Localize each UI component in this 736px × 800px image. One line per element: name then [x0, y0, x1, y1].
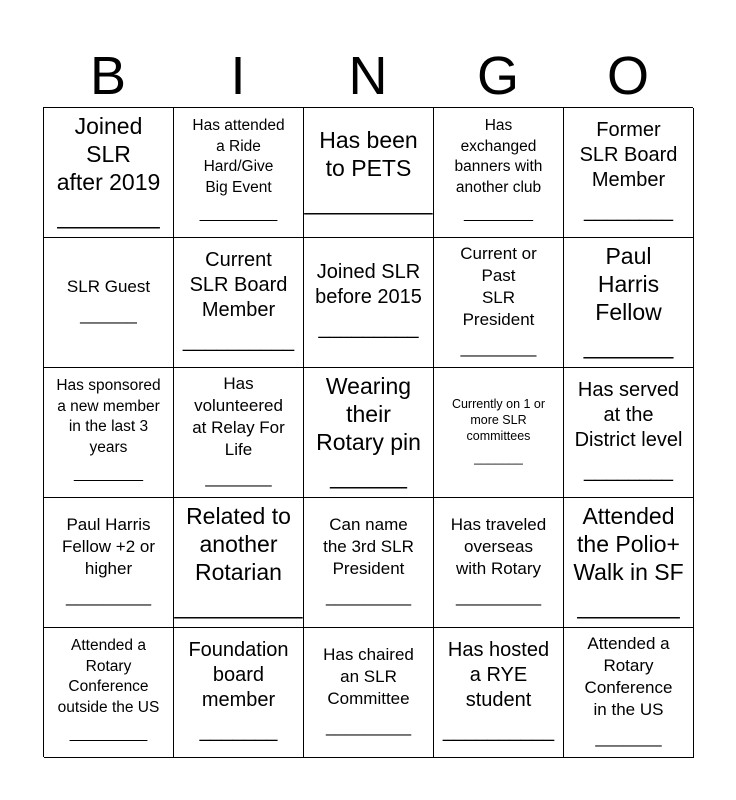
- bingo-cell-blank-line: ________: [74, 465, 143, 483]
- bingo-cell[interactable]: [564, 108, 694, 238]
- bingo-cell-blank-line: __________: [174, 592, 303, 619]
- bingo-cell[interactable]: [304, 238, 434, 368]
- bingo-cell-text: Attended a Rotary Conference outside the US: [57, 637, 160, 716]
- bingo-cell-text: Has exchanged banners with another club: [454, 117, 543, 196]
- bingo-cell-blank-line: ________: [584, 199, 673, 222]
- bingo-cell-blank-line: _________: [325, 586, 412, 606]
- bingo-cell-blank-line: _________: [69, 725, 148, 743]
- bingo-cell[interactable]: [304, 628, 434, 758]
- bingo-cell[interactable]: [44, 628, 174, 758]
- bingo-cell[interactable]: [174, 628, 304, 758]
- bingo-cell-text: Paul Harris Fellow +2 or higher: [61, 514, 156, 578]
- bingo-cell[interactable]: [304, 108, 434, 238]
- bingo-cell[interactable]: [44, 108, 174, 238]
- bingo-cell-text: Related to another Rotarian: [186, 502, 291, 585]
- bingo-cell-blank-line: ______: [330, 462, 407, 489]
- bingo-cell-text: Can name the 3rd SLR President: [323, 514, 414, 578]
- header-letter-i: I: [230, 46, 246, 106]
- bingo-cell-blank-line: _________: [318, 317, 419, 339]
- bingo-cell[interactable]: [44, 238, 174, 368]
- bingo-cell-blank-line: _______: [205, 467, 272, 487]
- bingo-cell[interactable]: [434, 108, 564, 238]
- header-letter-n: N: [348, 46, 388, 106]
- bingo-cell[interactable]: [174, 368, 304, 498]
- bingo-cell[interactable]: [44, 498, 174, 628]
- bingo-cell-blank-line: ________: [57, 202, 160, 229]
- bingo-cell-text: Has hosted a RYE student: [447, 638, 550, 711]
- bingo-cell-blank-line: ________: [460, 337, 537, 357]
- bingo-cell[interactable]: [304, 368, 434, 498]
- bingo-cell-text: Paul Harris Fellow: [595, 242, 662, 325]
- bingo-cell-text: Current or Past SLR President: [460, 243, 537, 329]
- bingo-cell-text: Has been to PETS: [319, 126, 418, 181]
- bingo-cell[interactable]: [564, 368, 694, 498]
- bingo-cell[interactable]: [174, 498, 304, 628]
- bingo-cell-blank-line: ________: [584, 459, 673, 482]
- bingo-cell-text: Joined SLR before 2015: [315, 261, 422, 308]
- bingo-cell-text: Has chaired an SLR Committee: [323, 644, 414, 708]
- bingo-cell[interactable]: [174, 238, 304, 368]
- bingo-cell[interactable]: [564, 498, 694, 628]
- bingo-cell-text: Has volunteered at Relay For Life: [192, 373, 285, 459]
- bingo-cell-blank-line: _______: [474, 450, 523, 465]
- bingo-cell-blank-line: ________: [577, 592, 680, 619]
- bingo-cell-blank-line: __________: [182, 329, 295, 352]
- bingo-cell-blank-line: _________: [455, 586, 542, 606]
- bingo-cell-text: Foundation board member: [188, 638, 289, 711]
- header-letter-o: O: [606, 46, 649, 106]
- bingo-grid: [43, 107, 693, 757]
- bingo-cell-text: Attended a Rotary Conference in the US: [584, 633, 673, 719]
- bingo-cell-blank-line: _______: [595, 727, 662, 747]
- bingo-cell-text: Has served at the District level: [574, 378, 683, 451]
- bingo-cell-blank-line: ________: [464, 205, 533, 223]
- bingo-cell-text: Has attended a Ride Hard/Give Big Event: [192, 117, 285, 196]
- bingo-cell-text: Has traveled overseas with Rotary: [450, 514, 547, 578]
- bingo-cell-blank-line: _________: [65, 586, 152, 606]
- bingo-cell-blank-line: _________: [199, 205, 278, 223]
- bingo-cell[interactable]: [434, 368, 564, 498]
- bingo-cell-text: Wearing their Rotary pin: [316, 372, 421, 455]
- bingo-cell-text: Current SLR Board Member: [189, 248, 288, 321]
- bingo-header: [43, 44, 693, 108]
- bingo-cell-text: Joined SLR after 2019: [56, 112, 161, 195]
- bingo-cell-text: SLR Guest: [66, 276, 151, 296]
- bingo-cell-blank-line: __________: [442, 719, 555, 742]
- bingo-cell[interactable]: [304, 498, 434, 628]
- bingo-cell-blank-line: _______: [583, 332, 674, 359]
- bingo-cell-text: Former SLR Board Member: [579, 118, 678, 191]
- bingo-cell[interactable]: [44, 368, 174, 498]
- bingo-cell-text: Attended the Polio+ Walk in SF: [573, 502, 684, 585]
- bingo-cell-blank-line: __________: [304, 188, 433, 215]
- bingo-cell-blank-line: _________: [325, 716, 412, 736]
- bingo-cell[interactable]: [434, 628, 564, 758]
- bingo-cell[interactable]: [174, 108, 304, 238]
- bingo-cell-blank-line: ______: [80, 304, 137, 324]
- bingo-cell[interactable]: [434, 498, 564, 628]
- header-letter-b: B: [89, 46, 127, 106]
- header-letter-g: G: [476, 46, 519, 106]
- bingo-cell-text: Has sponsored a new member in the last 3 years: [56, 377, 161, 456]
- bingo-cell[interactable]: [434, 238, 564, 368]
- bingo-cell[interactable]: [564, 628, 694, 758]
- bingo-cell-blank-line: _______: [199, 719, 278, 742]
- bingo-cell[interactable]: [564, 238, 694, 368]
- bingo-cell-text: Currently on 1 or more SLR committees: [451, 396, 546, 443]
